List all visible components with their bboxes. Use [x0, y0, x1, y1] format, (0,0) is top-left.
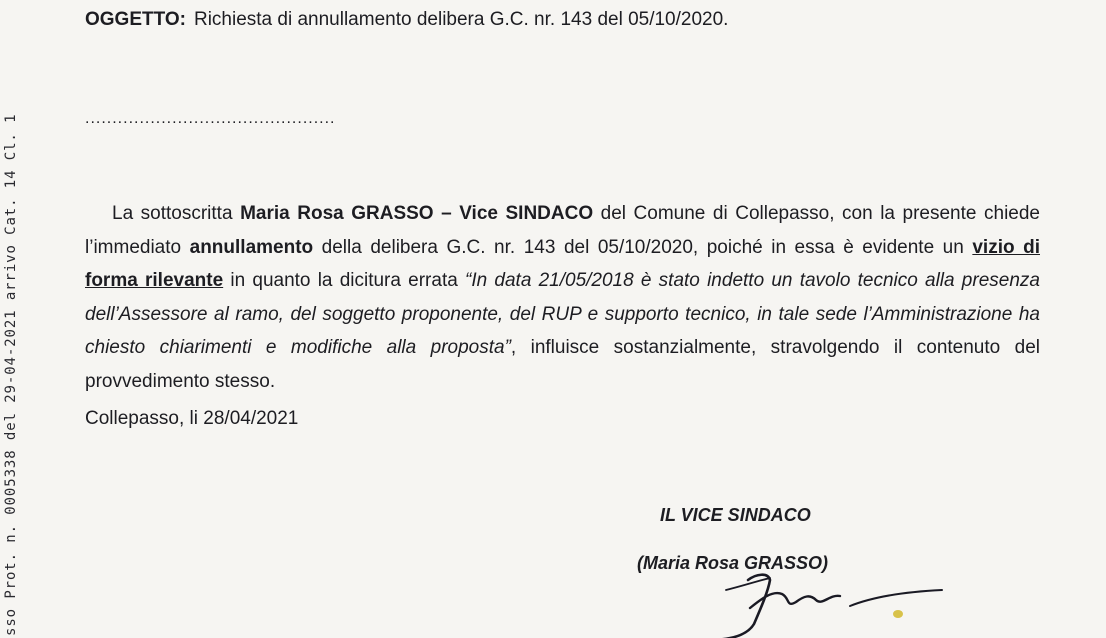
subject-label: OGGETTO:	[85, 9, 186, 30]
body-text-part-2: del Comune di Collepasso, con la presente chiede l’immediato	[85, 203, 1040, 258]
signer-name: Maria Rosa GRASSO – Vice SINDACO	[240, 203, 594, 224]
request-paragraph	[85, 197, 1040, 398]
quoted-wording: “In data 21/05/2018 è stato indetto un tavolo tecnico alla presenza dell’Assessore al ramo, del soggetto proponente, del RUP e supporto tecnico, in tale sede l’Amministrazione ha chiesto chiarimenti e modifiche alla proposta”	[85, 270, 1040, 358]
protocol-stamp-text: sso Prot. n. 0005338 del 29-04-2021 arrivo Cat. 14 Cl. 1	[3, 113, 19, 636]
subject-line	[85, 9, 728, 31]
body-text-part-1: La sottoscritta	[112, 203, 241, 224]
annulment-term: annullamento	[189, 236, 314, 258]
subject-text: Richiesta di annullamento delibera G.C. nr. 143 del 05/10/2020.	[193, 9, 729, 30]
body-text-part-5: , influisce sostanzialmente, stravolgendo il contenuto del provvedimento stesso.	[85, 337, 1040, 392]
signature-name: (Maria Rosa GRASSO)	[637, 553, 829, 573]
defect-phrase: vizio di forma rilevante	[85, 236, 1040, 291]
place-and-date: Collepasso, li 28/04/2021	[85, 408, 299, 429]
body-text-part-3: della delibera G.C. nr. 143 del 05/10/2020, poiché in essa è evidente un	[313, 236, 973, 258]
handwritten-signature	[690, 560, 970, 638]
body-text-part-4: in quanto la dicitura errata	[223, 270, 466, 291]
protocol-stamp	[2, 0, 22, 638]
signature-title: IL VICE SINDACO	[660, 505, 811, 525]
dotted-line: ..............................................	[85, 110, 336, 127]
